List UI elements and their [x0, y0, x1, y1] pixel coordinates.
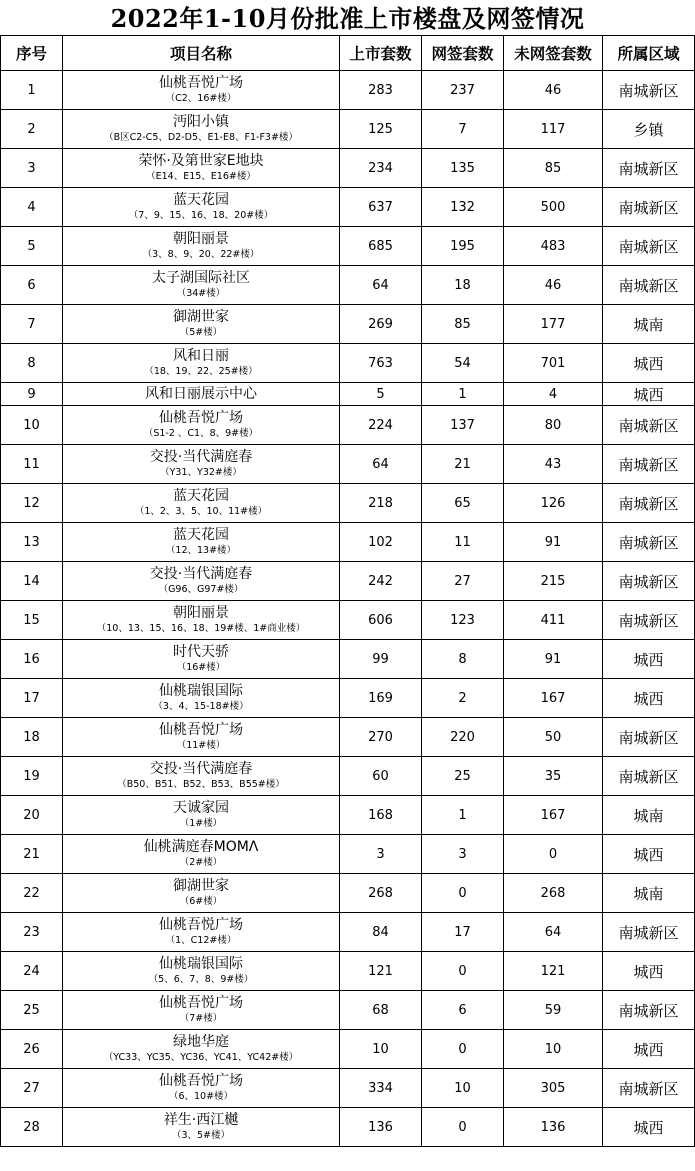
- cell-region: 城西: [603, 679, 695, 718]
- table-row: [1, 1030, 695, 1069]
- cell-project: [63, 227, 340, 266]
- housing-table: [0, 35, 695, 1147]
- cell-signed: 1: [422, 383, 504, 406]
- cell-unsigned: 4: [504, 383, 603, 406]
- cell-region: 南城新区: [603, 266, 695, 305]
- table-row: [1, 305, 695, 344]
- cell-listed: 685: [340, 227, 422, 266]
- project-buildings: （18、19、22、25#楼）: [144, 366, 258, 377]
- project-name: 仙桃吾悦广场: [159, 75, 243, 91]
- cell-unsigned: 167: [504, 679, 603, 718]
- cell-listed: 10: [340, 1030, 422, 1069]
- cell-project: [63, 266, 340, 305]
- cell-project: [63, 383, 340, 406]
- table-row: [1, 484, 695, 523]
- cell-project: [63, 640, 340, 679]
- table-row: [1, 952, 695, 991]
- cell-no: 14: [1, 562, 63, 601]
- cell-no: 28: [1, 1108, 63, 1147]
- cell-project: [63, 991, 340, 1030]
- cell-project: [63, 913, 340, 952]
- cell-project: [63, 149, 340, 188]
- table-row: [1, 679, 695, 718]
- project-name: 仙桃瑞银国际: [159, 683, 243, 699]
- cell-listed: 283: [340, 71, 422, 110]
- cell-region: 南城新区: [603, 562, 695, 601]
- cell-signed: 137: [422, 406, 504, 445]
- cell-no: 20: [1, 796, 63, 835]
- cell-unsigned: 136: [504, 1108, 603, 1147]
- project-name: 时代天骄: [173, 644, 229, 660]
- project-name: 御湖世家: [173, 878, 229, 894]
- cell-listed: 269: [340, 305, 422, 344]
- cell-unsigned: 85: [504, 149, 603, 188]
- table-row: [1, 991, 695, 1030]
- cell-unsigned: 35: [504, 757, 603, 796]
- cell-region: 南城新区: [603, 188, 695, 227]
- cell-no: 18: [1, 718, 63, 757]
- cell-signed: 3: [422, 835, 504, 874]
- project-name: 风和日丽: [173, 348, 229, 364]
- cell-listed: 168: [340, 796, 422, 835]
- cell-region: 南城新区: [603, 757, 695, 796]
- header-region: 所属区域: [603, 36, 695, 71]
- cell-region: 城西: [603, 952, 695, 991]
- cell-listed: 64: [340, 445, 422, 484]
- cell-no: 1: [1, 71, 63, 110]
- cell-no: 21: [1, 835, 63, 874]
- project-buildings: （G96、G97#楼）: [158, 584, 244, 595]
- project-buildings: （6#楼）: [179, 896, 223, 907]
- cell-region: 南城新区: [603, 913, 695, 952]
- cell-region: 城西: [603, 383, 695, 406]
- cell-listed: 268: [340, 874, 422, 913]
- cell-no: 16: [1, 640, 63, 679]
- table-body: [1, 71, 695, 1147]
- table-row: [1, 796, 695, 835]
- cell-no: 22: [1, 874, 63, 913]
- cell-listed: 334: [340, 1069, 422, 1108]
- cell-project: [63, 305, 340, 344]
- cell-signed: 135: [422, 149, 504, 188]
- cell-listed: 68: [340, 991, 422, 1030]
- project-name: 御湖世家: [173, 309, 229, 325]
- project-buildings: （YC33、YC35、YC36、YC41、YC42#楼）: [103, 1052, 299, 1063]
- cell-listed: 5: [340, 383, 422, 406]
- table-row: [1, 406, 695, 445]
- cell-signed: 11: [422, 523, 504, 562]
- cell-signed: 0: [422, 1108, 504, 1147]
- cell-listed: 606: [340, 601, 422, 640]
- project-buildings: （1#楼）: [179, 818, 223, 829]
- project-name: 蓝天花园: [173, 192, 229, 208]
- project-name: 蓝天花园: [173, 527, 229, 543]
- cell-listed: 218: [340, 484, 422, 523]
- cell-signed: 8: [422, 640, 504, 679]
- cell-project: [63, 757, 340, 796]
- cell-unsigned: 91: [504, 523, 603, 562]
- cell-region: 城西: [603, 1108, 695, 1147]
- cell-project: [63, 796, 340, 835]
- cell-listed: 60: [340, 757, 422, 796]
- cell-no: 19: [1, 757, 63, 796]
- cell-signed: 237: [422, 71, 504, 110]
- cell-unsigned: 46: [504, 266, 603, 305]
- cell-listed: 136: [340, 1108, 422, 1147]
- cell-no: 10: [1, 406, 63, 445]
- cell-unsigned: 701: [504, 344, 603, 383]
- project-name: 仙桃吾悦广场: [159, 722, 243, 738]
- cell-signed: 0: [422, 1030, 504, 1069]
- project-name: 交投·当代满庭春: [149, 449, 253, 465]
- cell-listed: 242: [340, 562, 422, 601]
- cell-listed: 3: [340, 835, 422, 874]
- cell-signed: 195: [422, 227, 504, 266]
- project-name: 仙桃吾悦广场: [159, 1073, 243, 1089]
- project-buildings: （3、4、15-18#楼）: [153, 701, 249, 712]
- project-name: 仙桃吾悦广场: [159, 995, 243, 1011]
- cell-listed: 102: [340, 523, 422, 562]
- cell-no: 7: [1, 305, 63, 344]
- cell-unsigned: 117: [504, 110, 603, 149]
- cell-region: 城南: [603, 874, 695, 913]
- table-row: [1, 71, 695, 110]
- table-row: [1, 383, 695, 406]
- cell-listed: 763: [340, 344, 422, 383]
- cell-listed: 224: [340, 406, 422, 445]
- table-row: [1, 266, 695, 305]
- cell-region: 南城新区: [603, 227, 695, 266]
- project-name: 朝阳丽景: [173, 605, 229, 621]
- cell-no: 13: [1, 523, 63, 562]
- cell-project: [63, 406, 340, 445]
- cell-signed: 123: [422, 601, 504, 640]
- cell-unsigned: 177: [504, 305, 603, 344]
- project-buildings: （S1-2 、C1、8、9#楼）: [143, 428, 259, 439]
- cell-project: [63, 1030, 340, 1069]
- table-row: [1, 718, 695, 757]
- cell-project: [63, 835, 340, 874]
- project-buildings: （1、2、3、5、10、11#楼）: [134, 506, 268, 517]
- table-row: [1, 913, 695, 952]
- cell-region: 南城新区: [603, 1069, 695, 1108]
- cell-unsigned: 167: [504, 796, 603, 835]
- cell-project: [63, 344, 340, 383]
- cell-unsigned: 50: [504, 718, 603, 757]
- table-row: [1, 601, 695, 640]
- cell-region: 南城新区: [603, 445, 695, 484]
- table-row: [1, 188, 695, 227]
- cell-no: 17: [1, 679, 63, 718]
- project-buildings: （E14、E15、E16#楼）: [146, 171, 256, 182]
- cell-unsigned: 10: [504, 1030, 603, 1069]
- table-row: [1, 149, 695, 188]
- project-name: 仙桃吾悦广场: [159, 917, 243, 933]
- cell-no: 9: [1, 383, 63, 406]
- cell-signed: 7: [422, 110, 504, 149]
- project-name: 交投·当代满庭春: [149, 761, 253, 777]
- cell-listed: 169: [340, 679, 422, 718]
- cell-signed: 85: [422, 305, 504, 344]
- cell-region: 南城新区: [603, 406, 695, 445]
- cell-project: [63, 445, 340, 484]
- cell-unsigned: 411: [504, 601, 603, 640]
- project-buildings: （Y31、Y32#楼）: [160, 467, 242, 478]
- project-name: 绿地华庭: [173, 1034, 229, 1050]
- header-project-name: 项目名称: [63, 36, 340, 71]
- cell-unsigned: 126: [504, 484, 603, 523]
- cell-no: 2: [1, 110, 63, 149]
- cell-region: 城西: [603, 640, 695, 679]
- project-name: 交投·当代满庭春: [149, 566, 253, 582]
- cell-signed: 0: [422, 952, 504, 991]
- project-name: 朝阳丽景: [173, 231, 229, 247]
- cell-region: 南城新区: [603, 149, 695, 188]
- cell-unsigned: 59: [504, 991, 603, 1030]
- cell-signed: 27: [422, 562, 504, 601]
- cell-no: 12: [1, 484, 63, 523]
- cell-signed: 17: [422, 913, 504, 952]
- cell-project: [63, 1069, 340, 1108]
- cell-listed: 99: [340, 640, 422, 679]
- cell-signed: 25: [422, 757, 504, 796]
- cell-unsigned: 91: [504, 640, 603, 679]
- cell-signed: 21: [422, 445, 504, 484]
- project-buildings: （2#楼）: [179, 857, 223, 868]
- table-row: [1, 874, 695, 913]
- cell-no: 6: [1, 266, 63, 305]
- table-row: [1, 344, 695, 383]
- project-buildings: （16#楼）: [176, 662, 226, 673]
- cell-region: 南城新区: [603, 718, 695, 757]
- cell-project: [63, 679, 340, 718]
- cell-region: 南城新区: [603, 71, 695, 110]
- cell-signed: 18: [422, 266, 504, 305]
- table-row: [1, 640, 695, 679]
- project-buildings: （5、6、7、8、9#楼）: [148, 974, 254, 985]
- cell-no: 11: [1, 445, 63, 484]
- project-buildings: （34#楼）: [176, 288, 226, 299]
- cell-no: 8: [1, 344, 63, 383]
- cell-no: 27: [1, 1069, 63, 1108]
- project-name: 沔阳小镇: [173, 114, 229, 130]
- cell-no: 23: [1, 913, 63, 952]
- cell-project: [63, 71, 340, 110]
- project-buildings: （C2、16#楼）: [165, 93, 237, 104]
- cell-region: 南城新区: [603, 523, 695, 562]
- project-name: 仙桃满庭春MOMΛ: [143, 839, 259, 855]
- header-no: 序号: [1, 36, 63, 71]
- header-unsigned: 未网签套数: [504, 36, 603, 71]
- cell-signed: 65: [422, 484, 504, 523]
- project-buildings: （5#楼）: [179, 327, 223, 338]
- table-row: [1, 523, 695, 562]
- table-row: [1, 757, 695, 796]
- cell-project: [63, 188, 340, 227]
- cell-signed: 1: [422, 796, 504, 835]
- project-buildings: （B区C2-C5、D2-D5、E1-E8、F1-F3#楼）: [104, 132, 298, 143]
- cell-signed: 10: [422, 1069, 504, 1108]
- cell-signed: 6: [422, 991, 504, 1030]
- cell-region: 城西: [603, 344, 695, 383]
- cell-region: 城西: [603, 1030, 695, 1069]
- cell-listed: 125: [340, 110, 422, 149]
- project-name: 仙桃瑞银国际: [159, 956, 243, 972]
- cell-listed: 270: [340, 718, 422, 757]
- project-buildings: （3、5#楼）: [171, 1130, 231, 1141]
- cell-project: [63, 952, 340, 991]
- cell-listed: 637: [340, 188, 422, 227]
- cell-no: 3: [1, 149, 63, 188]
- cell-signed: 0: [422, 874, 504, 913]
- header-signed: 网签套数: [422, 36, 504, 71]
- cell-no: 5: [1, 227, 63, 266]
- project-name: 祥生·西江樾: [163, 1112, 239, 1128]
- cell-unsigned: 80: [504, 406, 603, 445]
- project-buildings: （12、13#楼）: [165, 545, 237, 556]
- project-name: 太子湖国际社区: [152, 270, 250, 286]
- cell-unsigned: 0: [504, 835, 603, 874]
- cell-signed: 2: [422, 679, 504, 718]
- cell-region: 南城新区: [603, 484, 695, 523]
- project-buildings: （10、13、15、16、18、19#楼、1#商业楼）: [96, 623, 306, 634]
- table-row: [1, 445, 695, 484]
- cell-project: [63, 562, 340, 601]
- cell-listed: 84: [340, 913, 422, 952]
- cell-listed: 121: [340, 952, 422, 991]
- project-buildings: （B50、B51、B52、B53、B55#楼）: [117, 779, 285, 790]
- cell-region: 南城新区: [603, 601, 695, 640]
- cell-unsigned: 215: [504, 562, 603, 601]
- header-listed: 上市套数: [340, 36, 422, 71]
- cell-project: [63, 718, 340, 757]
- table-header-row: [1, 36, 695, 71]
- cell-unsigned: 500: [504, 188, 603, 227]
- project-name: 荣怀·及第世家E地块: [138, 153, 264, 169]
- project-name: 仙桃吾悦广场: [159, 410, 243, 426]
- table-row: [1, 110, 695, 149]
- cell-unsigned: 121: [504, 952, 603, 991]
- project-buildings: （7、9、15、16、18、20#楼）: [128, 210, 274, 221]
- cell-listed: 64: [340, 266, 422, 305]
- cell-region: 城南: [603, 796, 695, 835]
- cell-unsigned: 483: [504, 227, 603, 266]
- cell-region: 乡镇: [603, 110, 695, 149]
- table-row: [1, 1069, 695, 1108]
- cell-signed: 220: [422, 718, 504, 757]
- project-buildings: （1、C12#楼）: [165, 935, 237, 946]
- project-buildings: （7#楼）: [179, 1013, 223, 1024]
- cell-project: [63, 874, 340, 913]
- cell-project: [63, 601, 340, 640]
- table-row: [1, 562, 695, 601]
- cell-region: 城南: [603, 305, 695, 344]
- document-title: 2022年1-10月份批准上市楼盘及网签情况: [110, 4, 585, 33]
- cell-no: 25: [1, 991, 63, 1030]
- project-name: 蓝天花园: [173, 488, 229, 504]
- cell-unsigned: 305: [504, 1069, 603, 1108]
- project-buildings: （11#楼）: [176, 740, 226, 751]
- cell-project: [63, 484, 340, 523]
- cell-signed: 54: [422, 344, 504, 383]
- cell-signed: 132: [422, 188, 504, 227]
- cell-unsigned: 268: [504, 874, 603, 913]
- cell-no: 24: [1, 952, 63, 991]
- cell-no: 4: [1, 188, 63, 227]
- project-buildings: （6、10#楼）: [168, 1091, 234, 1102]
- project-name: 风和日丽展示中心: [145, 385, 257, 402]
- cell-listed: 234: [340, 149, 422, 188]
- table-row: [1, 835, 695, 874]
- table-row: [1, 1108, 695, 1147]
- cell-region: 南城新区: [603, 991, 695, 1030]
- cell-unsigned: 64: [504, 913, 603, 952]
- cell-project: [63, 523, 340, 562]
- cell-no: 26: [1, 1030, 63, 1069]
- project-name: 天诚家园: [173, 800, 229, 816]
- cell-unsigned: 46: [504, 71, 603, 110]
- cell-project: [63, 110, 340, 149]
- cell-unsigned: 43: [504, 445, 603, 484]
- cell-project: [63, 1108, 340, 1147]
- cell-no: 15: [1, 601, 63, 640]
- cell-region: 城西: [603, 835, 695, 874]
- project-buildings: （3、8、9、20、22#楼）: [142, 249, 260, 260]
- table-row: [1, 227, 695, 266]
